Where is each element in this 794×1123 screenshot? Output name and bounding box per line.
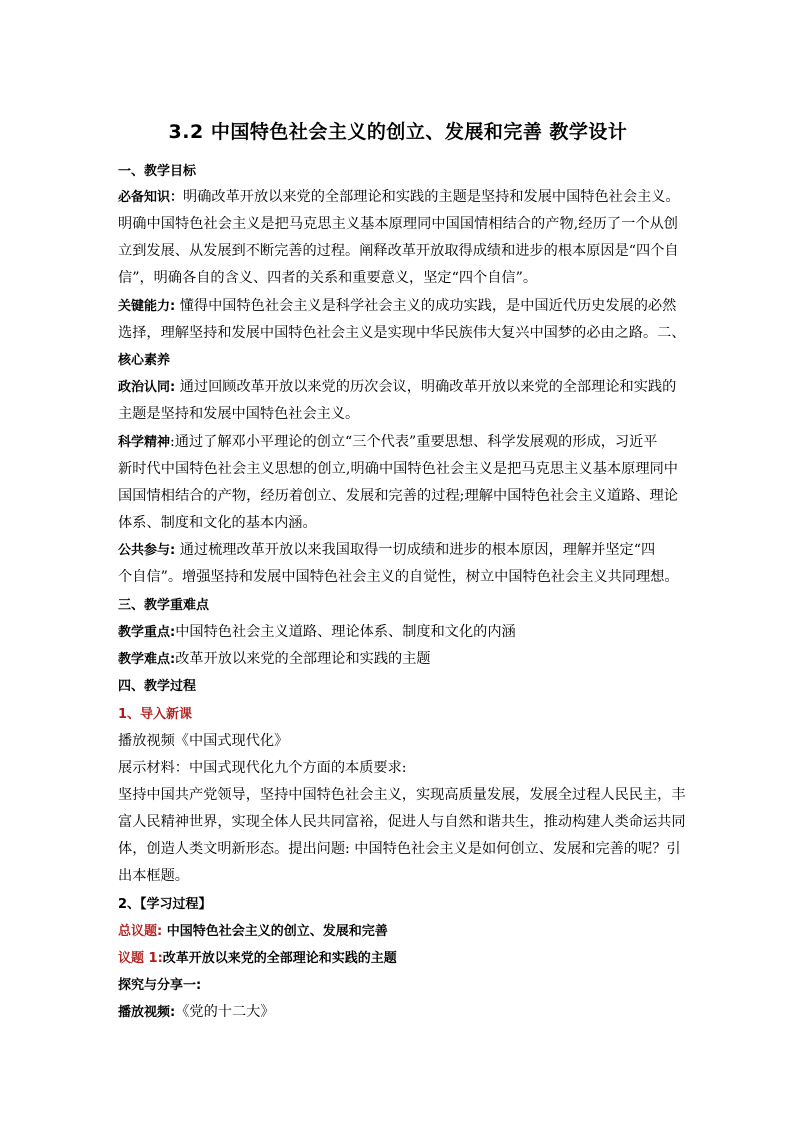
nandian-label: 教学难点:	[118, 652, 176, 667]
zongyiti-label: 总议题:	[118, 924, 163, 939]
zhongdian-label: 教学重点:	[118, 625, 176, 640]
guanjian-line-2: 选择，理解坚持和发展中国特色社会主义是实现中华民族伟大复兴中国梦的必由之路。二、	[118, 325, 686, 341]
gonggong-line-1: 公共参与: 通过梳理改革开放以来我国取得一切成绩和进步的根本原因，理解并坚定“四	[118, 542, 656, 558]
page-title: 3.2 中国特色社会主义的创立、发展和完善 教学设计	[168, 121, 628, 143]
kexue-line-4: 体系、制度和文化的基本内涵。	[118, 515, 317, 531]
zhengzhi-line-2: 主题是坚持和发展中国特色社会主义。	[118, 406, 360, 422]
material-line-2: 富人民精神世界，实现全体人民共同富裕，促进人与自然和谐共生，推动构建人类命运共同	[118, 814, 686, 830]
zhengzhi-label: 政治认同:	[118, 380, 176, 395]
section-heading-keypoints: 三、教学重难点	[118, 598, 210, 613]
bibei-line-3: 立到发展、从发展到不断完善的过程。阐释改革开放取得成绩和进步的根本原因是“四个自	[118, 243, 679, 259]
video2-line: 播放视频:《党的十二大》	[118, 1004, 275, 1020]
guanjian-line-1: 关键能力: 懂得中国特色社会主义是科学社会主义的成功实践，是中国近代历史发展的必然	[118, 298, 677, 314]
bibei-label: 必备知识：	[118, 190, 184, 205]
section-heading-process: 四、教学过程	[118, 679, 197, 694]
section-heading-core: 核心素养	[118, 353, 171, 368]
bibei-line-1: 必备知识：明确改革开放以来党的全部理论和实践的主题是坚持和发展中国特色社会主义。	[118, 189, 680, 205]
bibei-line-4: 信”，明确各自的含义、四者的关系和重要意义，坚定“四个自信”。	[118, 270, 538, 286]
nandian-line: 教学难点:改革开放以来党的全部理论和实践的主题	[118, 651, 431, 667]
material-line: 展示材料：中国式现代化九个方面的本质要求:	[118, 760, 407, 776]
kexue-line-1: 科学精神:通过了解邓小平理论的创立“三个代表”重要思想、科学发展观的形成，习近平	[118, 434, 658, 450]
video1-line: 播放视频《中国式现代化》	[118, 733, 289, 749]
step2-heading: 2、【学习过程】	[118, 897, 212, 912]
bibei-line-2: 明确中国特色社会主义是把马克思主义基本原理同中国国情相结合的产物,经历了一个从创	[118, 216, 678, 232]
yiti1-label: 议题 1:	[118, 951, 163, 966]
video2-label: 播放视频:	[118, 1005, 176, 1020]
gonggong-line-2: 个自信”。增强坚持和发展中国特色社会主义的自觉性，树立中国特色社会主义共同理想。	[118, 569, 679, 585]
zhengzhi-line-1: 政治认同: 通过回顾改革开放以来党的历次会议，明确改革开放以来党的全部理论和实践的	[118, 379, 677, 395]
yiti1-line: 议题 1:改革开放以来党的全部理论和实践的主题	[118, 951, 397, 966]
kexue-line-2: 新时代中国特色社会主义思想的创立,明确中国特色社会主义是把马克思主义基本原理同中	[118, 461, 678, 477]
kexue-line-3: 国国情相结合的产物，经历着创立、发展和完善的过程;理解中国特色社会主义道路、理论	[118, 488, 678, 504]
material-line-1: 坚持中国共产党领导，坚持中国特色社会主义，实现高质量发展，发展全过程人民民主，丰	[118, 787, 686, 803]
section-heading-objectives: 一、教学目标	[118, 164, 197, 179]
gonggong-label: 公共参与:	[118, 543, 176, 558]
step1-heading: 1、导入新课	[118, 707, 193, 722]
zongyiti-line: 总议题: 中国特色社会主义的创立、发展和完善	[118, 924, 388, 939]
material-line-3: 体，创造人类文明新形态。提出问题: 中国特色社会主义是如何创立、发展和完善的呢？引	[118, 841, 681, 857]
zhongdian-line: 教学重点:中国特色社会主义道路、理论体系、制度和文化的内涵	[118, 624, 516, 640]
guanjian-label: 关键能力:	[118, 299, 176, 314]
tanjiu-line: 探究与分享一:	[118, 978, 202, 993]
kexue-label: 科学精神	[118, 435, 171, 450]
material-line-4: 出本框题。	[118, 868, 189, 884]
